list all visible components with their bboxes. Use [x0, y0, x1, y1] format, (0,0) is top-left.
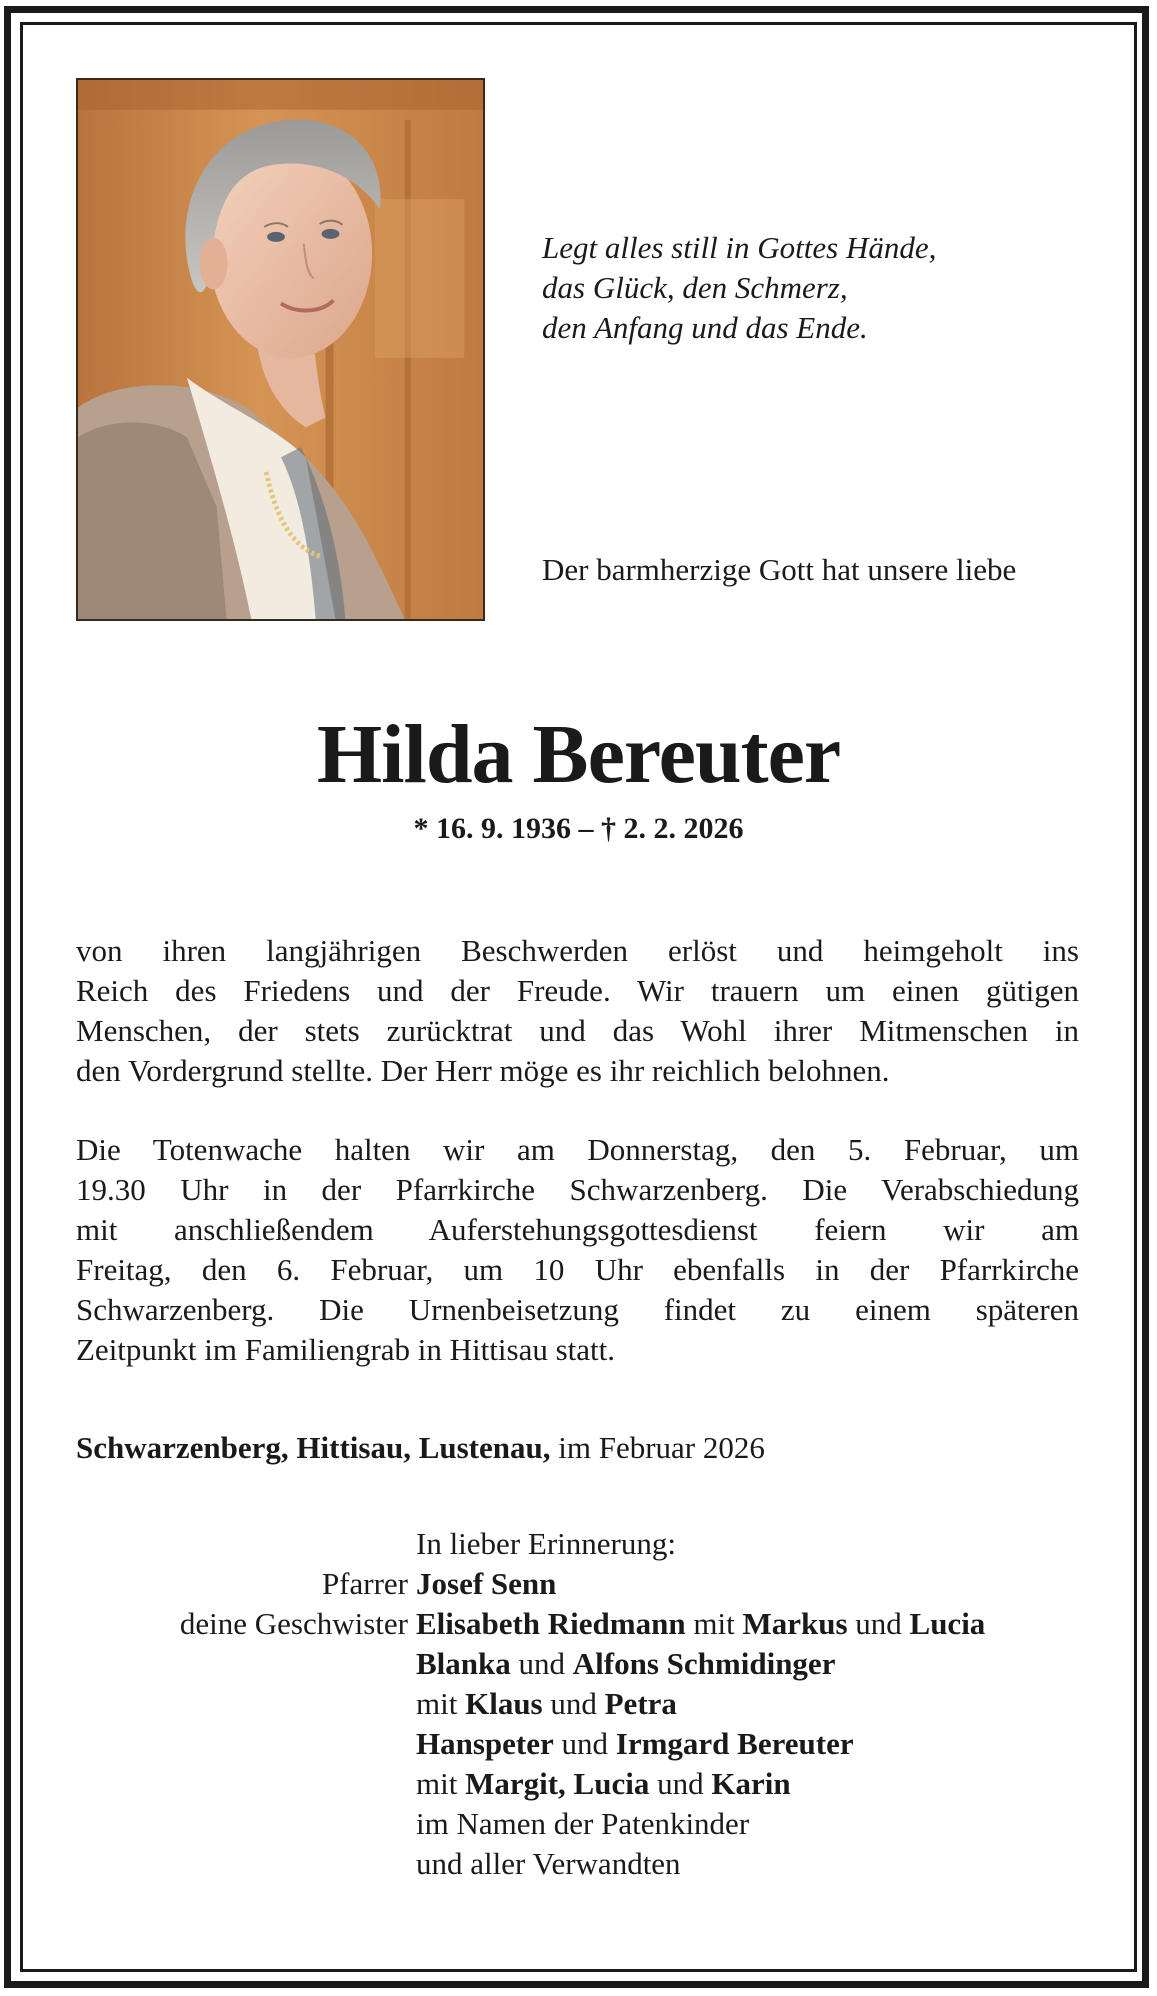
- portrait-illustration: [78, 80, 483, 619]
- signature-connector: und: [542, 1686, 605, 1721]
- life-dates: * 16. 9. 1936 – † 2. 2. 2026: [413, 812, 744, 845]
- signature-name: Markus: [742, 1606, 848, 1641]
- signature-name: Karin: [711, 1766, 791, 1801]
- text-line: Menschen, der stets zurücktrat und das Wohl ihrer Mitmenschen in: [76, 1013, 1079, 1048]
- signature-row: [76, 1644, 1086, 1684]
- signature-connector: und: [553, 1726, 616, 1761]
- signature-name: Elisabeth Riedmann: [416, 1606, 686, 1641]
- place-date-line: [76, 1428, 765, 1468]
- text-line: Reich des Friedens und der Freude. Wir trauern um einen gütigen: [76, 973, 1079, 1008]
- portrait-photo: [76, 78, 485, 621]
- signature-row: [76, 1684, 1086, 1724]
- signature-name: Blanka: [416, 1646, 511, 1681]
- signature-connector: mit: [416, 1766, 466, 1801]
- signature-role: Pfarrer: [321, 1566, 408, 1601]
- signature-name: Hanspeter: [416, 1726, 554, 1761]
- verse-line: das Glück, den Schmerz,: [542, 270, 848, 305]
- signature-row: [76, 1764, 1086, 1804]
- signature-rows: [76, 1564, 1086, 1884]
- signature-name: Klaus: [465, 1686, 543, 1721]
- signature-row: [76, 1724, 1086, 1764]
- signature-connector: und: [847, 1606, 910, 1641]
- signature-names: [416, 1604, 985, 1644]
- intro-text: Der barmherzige Gott hat unsere liebe: [542, 552, 1017, 587]
- verse-line: Legt alles still in Gottes Hände,: [542, 230, 937, 265]
- signature-role: [76, 1764, 416, 1804]
- signature-row: [76, 1804, 1086, 1844]
- signature-names: [416, 1764, 791, 1804]
- signature-name: Irmgard Bereuter: [615, 1726, 854, 1761]
- text-line: von ihren langjährigen Beschwerden erlöst und heimgeholt ins: [76, 933, 1079, 968]
- signature-names: [416, 1644, 835, 1684]
- verse-line: den Anfang und das Ende.: [542, 310, 868, 345]
- signature-role: [76, 1724, 416, 1764]
- month-year: im Februar 2026: [550, 1430, 765, 1465]
- paragraph-funeral-details: [76, 1130, 1079, 1370]
- signature-heading-row: [76, 1524, 1086, 1564]
- signature-name: Alfons Schmidinger: [572, 1646, 836, 1681]
- text-line: 19.30 Uhr in der Pfarrkirche Schwarzenberg. Die Verabschiedung: [76, 1172, 1079, 1207]
- signature-role: [76, 1684, 416, 1724]
- signature-role: [76, 1644, 416, 1684]
- signature-name: Petra: [604, 1686, 677, 1721]
- text-line: Schwarzenberg. Die Urnenbeisetzung findet zu einem späteren: [76, 1292, 1079, 1327]
- signature-connector: und: [649, 1766, 712, 1801]
- signature-role: [76, 1844, 416, 1884]
- verse: [542, 228, 1082, 348]
- signature-row: [76, 1844, 1086, 1884]
- signature-row: [76, 1604, 1086, 1644]
- deceased-name: Hilda Bereuter: [316, 708, 841, 801]
- signature-name: Margit, Lucia: [465, 1766, 650, 1801]
- signature-role: [76, 1804, 416, 1844]
- signature-connector: und aller Verwandten: [416, 1846, 681, 1881]
- text-line: Freitag, den 6. Februar, um 10 Uhr ebenfalls in der Pfarrkirche: [76, 1252, 1079, 1287]
- signature-connector: mit: [416, 1686, 466, 1721]
- signature-connector: und: [510, 1646, 573, 1681]
- text-line: Zeitpunkt im Familiengrab in Hittisau statt.: [76, 1332, 615, 1367]
- text-line: mit anschließendem Auferstehungsgottesdienst feiern wir am: [76, 1212, 1079, 1247]
- signature-row: [76, 1564, 1086, 1604]
- signature-names: [416, 1804, 749, 1844]
- text-line: Die Totenwache halten wir am Donnerstag, den 5. Februar, um: [76, 1132, 1079, 1167]
- signature-names: [416, 1844, 681, 1884]
- text-line: den Vordergrund stellte. Der Herr möge es ihr reichlich belohnen.: [76, 1053, 890, 1088]
- signature-name: Lucia: [909, 1606, 986, 1641]
- signature-connector: mit: [685, 1606, 743, 1641]
- signature-names: [416, 1724, 854, 1764]
- signature-connector: im Namen der Patenkinder: [416, 1806, 750, 1841]
- signatures: [76, 1524, 1086, 1884]
- signature-heading: In lieber Erinnerung:: [416, 1526, 676, 1561]
- signature-role: deine Geschwister: [179, 1606, 408, 1641]
- places: Schwarzenberg, Hittisau, Lustenau,: [76, 1430, 551, 1465]
- signature-names: [416, 1684, 677, 1724]
- paragraph-condolence: [76, 931, 1079, 1091]
- signature-names: [416, 1564, 556, 1604]
- signature-name: Josef Senn: [416, 1566, 557, 1601]
